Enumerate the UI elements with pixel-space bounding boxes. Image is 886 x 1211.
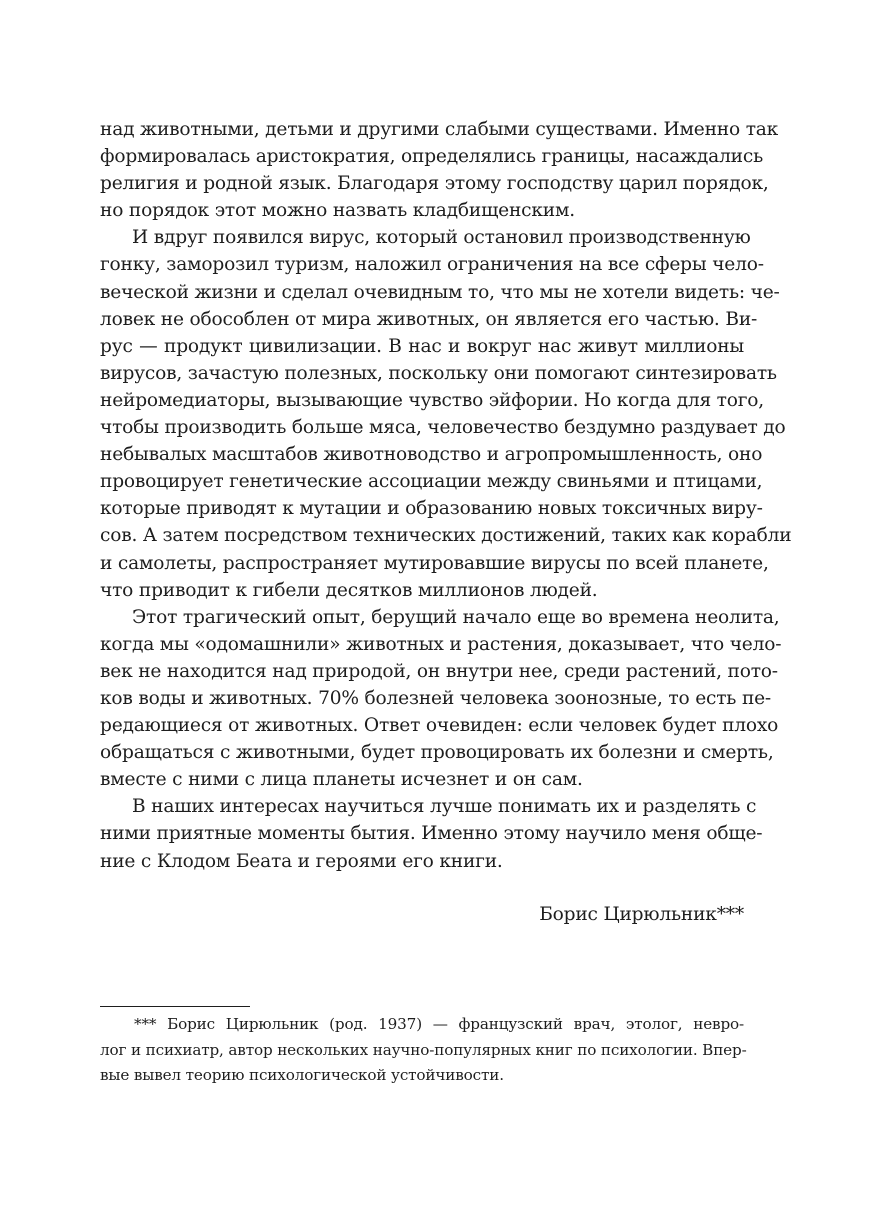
- footnote-line: вые вывел теорию психологической устойчивости.: [100, 1066, 504, 1084]
- footnote-line: *** Борис Цирюльник (род. 1937) — французский врач, этолог, невро-: [134, 1015, 744, 1033]
- footnote: [100, 1012, 747, 1089]
- paragraph: [100, 224, 792, 603]
- text-line: Этот трагический опыт, берущий начало еще во времена неолита,: [132, 606, 780, 628]
- text-line: нейромедиаторы, вызывающие чувство эйфории. Но когда для того,: [100, 389, 765, 411]
- text-line: сов. А затем посредством технических достижений, таких как корабли: [100, 525, 792, 547]
- text-line: которые приводят к мутации и образованию новых токсичных виру-: [100, 498, 763, 520]
- footnote-divider: [100, 1006, 250, 1007]
- text-line: век не находится над природой, он внутри нее, среди растений, пото-: [100, 660, 778, 682]
- text-line: небывалых масштабов животноводство и агропромышленность, оно: [100, 444, 763, 466]
- text-line: ков воды и животных. 70% болезней человека зоонозные, то есть пе-: [100, 687, 772, 709]
- text-line: но порядок этот можно назвать кладбищенским.: [100, 200, 575, 222]
- paragraph: [100, 604, 782, 794]
- text-line: веческой жизни и сделал очевидным то, что мы не хотели видеть: че-: [100, 281, 780, 303]
- text-line: чтобы производить больше мяса, человечество бездумно раздувает до: [100, 417, 786, 439]
- text-line: провоцирует генетические ассоциации между свиньями и птицами,: [100, 471, 763, 493]
- paragraph: [100, 116, 779, 224]
- text-line: вместе с ними с лица планеты исчезнет и он сам.: [100, 769, 583, 791]
- text-line: И вдруг появился вирус, который остановил производственную: [132, 227, 751, 249]
- text-line: вирусов, зачастую полезных, поскольку они помогают синтезировать: [100, 362, 777, 384]
- text-line: когда мы «одомашнили» животных и растения, доказывает, что чело-: [100, 633, 782, 655]
- text-line: ловек не обособлен от мира животных, он является его частью. Ви-: [100, 308, 758, 330]
- text-line: ними приятные моменты бытия. Именно этому научило меня обще-: [100, 823, 763, 845]
- footnote-line: лог и психиатр, автор нескольких научно-популярных книг по психологии. Впер-: [100, 1040, 747, 1059]
- text-line: религия и родной язык. Благодаря этому господству царил порядок,: [100, 173, 769, 195]
- text-line: что приводит к гибели десятков миллионов людей.: [100, 579, 598, 601]
- text-line: формировалась аристократия, определялись границы, насаждались: [100, 146, 764, 168]
- body-text: [100, 116, 792, 875]
- text-line: обращаться с животными, будет провоцировать их болезни и смерть,: [100, 742, 774, 764]
- text-line: В наших интересах научиться лучше понимать их и разделять с: [132, 796, 757, 818]
- text-line: ние с Клодом Беата и героями его книги.: [100, 850, 503, 872]
- text-line: редающиеся от животных. Ответ очевиден: если человек будет плохо: [100, 715, 779, 737]
- author-signature: Борис Цирюльник***: [539, 904, 744, 925]
- paragraph: [100, 793, 763, 874]
- text-line: гонку, заморозил туризм, наложил ограничения на все сферы чело-: [100, 254, 764, 276]
- text-line: и самолеты, распространяет мутировавшие вирусы по всей планете,: [100, 552, 769, 574]
- text-line: рус — продукт цивилизации. В нас и вокруг нас живут миллионы: [100, 335, 744, 357]
- text-line: над животными, детьми и другими слабыми существами. Именно так: [100, 119, 779, 140]
